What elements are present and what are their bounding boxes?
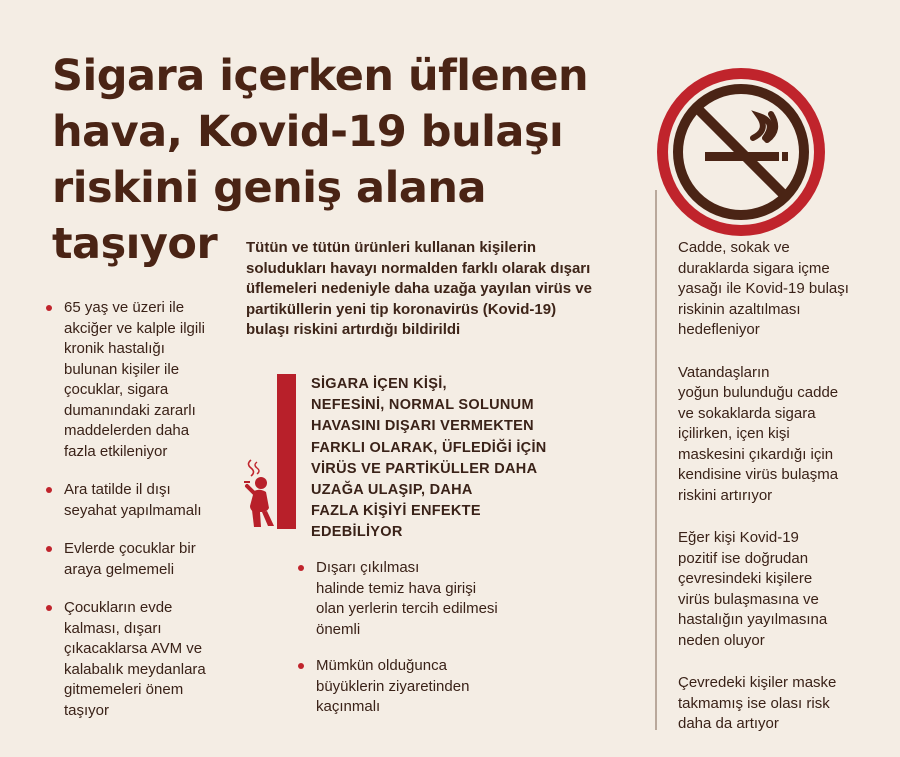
list-item-line: kronik hastalığı [64, 340, 165, 357]
list-item-line: Çocukların evde [64, 599, 173, 616]
list-item-line: çocuklar, sigara [64, 381, 169, 398]
paragraph-line: yasağı ile Kovid-19 bulaşı [678, 280, 849, 297]
list-item-line: araya gelmemeli [64, 560, 175, 578]
intro-text [246, 238, 626, 341]
intro-line: Tütün ve tütün ürünleri kullanan kişilerin [246, 239, 537, 256]
quote-text [311, 374, 561, 544]
list-item-line: maddelerden daha [64, 422, 190, 439]
paragraph-line: çevresindeki kişilere [678, 570, 813, 587]
paragraph-line: içilirken, içen kişi [678, 425, 790, 442]
quote-line: FARKLI OLARAK, ÜFLEDİĞİ İÇİN [311, 439, 547, 456]
paragraph-line: maskesini çıkardığı için [678, 445, 834, 463]
paragraph-line: ve sokaklarda sigara [678, 404, 816, 422]
list-item-line: Mümkün olduğunca [316, 657, 447, 674]
list-item-line: Evlerde çocuklar bir [64, 540, 196, 557]
no-smoking-icon [655, 66, 827, 238]
middle-bullet-list [294, 558, 524, 734]
paragraph-line: duraklarda sigara içme [678, 259, 830, 277]
list-item [42, 480, 242, 521]
list-item-line: olan yerlerin tercih edilmesi [316, 600, 498, 617]
list-item [42, 539, 242, 580]
headline-line: riskini geniş alana [52, 163, 486, 213]
right-paragraph [678, 238, 878, 341]
paragraph-line: yoğun bulunduğu cadde [678, 384, 839, 401]
paragraph-line: riskini artırıyor [678, 486, 773, 504]
paragraph-line: takmamış ise olası risk [678, 694, 830, 712]
list-item-line: halinde temiz hava girişi [316, 579, 477, 597]
paragraph-line: hastalığın yayılmasına [678, 611, 828, 628]
intro-line: üflemeleri nedeniyle daha uzağa yayılan virüs ve [246, 280, 592, 297]
list-item-line: 65 yaş ve üzeri ile [64, 299, 185, 316]
right-paragraph [678, 528, 878, 651]
headline-line: taşıyor [52, 219, 218, 269]
quote-line: VİRÜS VE PARTİKÜLLER DAHA [311, 460, 538, 477]
intro-line: partiküllerin yeni tip koronavirüs (Kovid-19) [246, 300, 557, 318]
list-item-line: taşıyor [64, 701, 110, 719]
list-item-line: dumanındaki zararlı [64, 401, 196, 419]
column-divider [655, 190, 657, 730]
list-item-line: büyüklerin ziyaretinden [316, 677, 470, 695]
list-item-line: Ara tatilde il dışı [64, 481, 171, 498]
headline-line: hava, Kovid-19 bulaşı [52, 107, 564, 157]
list-item-line: kalması, dışarı [64, 619, 162, 637]
paragraph-line: Vatandaşların [678, 363, 770, 381]
list-item-line: gitmemeleri önem [64, 681, 184, 698]
paragraph-line: hedefleniyor [678, 321, 760, 338]
smoker-figure-icon [240, 458, 276, 530]
list-item [42, 298, 242, 462]
headline-line: Sigara içerken üflenen [52, 51, 589, 101]
intro-line: bulaşı riskini artırdığı bildirildi [246, 321, 461, 338]
quote-accent-bar [277, 374, 296, 529]
quote-line: HAVASINI DIŞARI VERMEKTEN [311, 418, 534, 435]
paragraph-line: kendisine virüs bulaşma [678, 466, 839, 483]
list-item [42, 598, 242, 721]
right-paragraph [678, 673, 878, 735]
list-item [294, 656, 524, 718]
intro-line: soludukları havayı normalden farklı olarak dışarı [246, 259, 591, 277]
paragraph-line: Eğer kişi Kovid-19 [678, 529, 799, 546]
right-column-text [678, 238, 878, 757]
quote-line: EDEBİLİYOR [311, 524, 403, 541]
paragraph-line: virüs bulaşmasına ve [678, 590, 819, 608]
quote-line: SİGARA İÇEN KİŞİ, [311, 376, 447, 392]
list-item-line: akciğer ve kalple ilgili [64, 319, 205, 337]
quote-line: UZAĞA ULAŞIP, DAHA [311, 482, 473, 499]
list-item-line: kaçınmalı [316, 698, 381, 715]
paragraph-line: Cadde, sokak ve [678, 239, 790, 256]
left-bullet-list [42, 298, 242, 721]
list-item-line: kalabalık meydanlara [64, 660, 206, 678]
list-item-line: bulunan kişiler ile [64, 360, 180, 378]
list-item-line: önemli [316, 620, 361, 638]
quote-line: NEFESİNİ, NORMAL SOLUNUM [311, 397, 534, 414]
list-item-line: çıkacaklarsa AVM ve [64, 640, 203, 657]
list-item-line: seyahat yapılmamalı [64, 501, 202, 519]
list-item-line: fazla etkileniyor [64, 442, 168, 460]
right-paragraph [678, 363, 878, 507]
paragraph-line: pozitif ise doğrudan [678, 549, 809, 567]
list-item-line: Dışarı çıkılması [316, 559, 420, 576]
paragraph-line: riskinin azaltılması [678, 300, 801, 318]
paragraph-line: neden oluyor [678, 631, 765, 649]
paragraph-line: daha da artıyor [678, 715, 779, 732]
paragraph-line: Çevredeki kişiler maske [678, 674, 837, 691]
quote-line: FAZLA KİŞİYİ ENFEKTE [311, 503, 481, 520]
list-item [294, 558, 524, 640]
